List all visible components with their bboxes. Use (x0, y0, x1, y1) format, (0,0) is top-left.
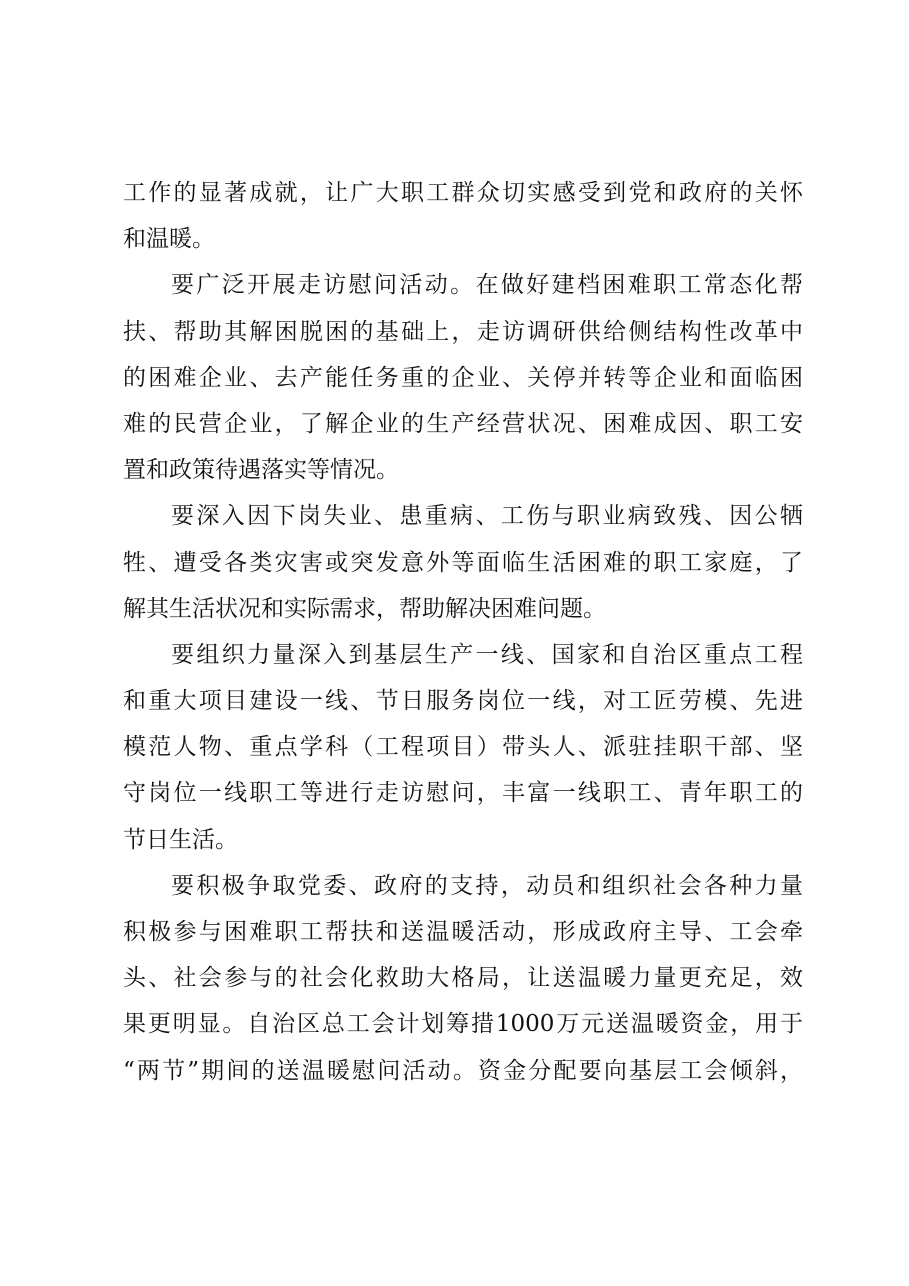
text-line: 扶、帮助其解困脱困的基础上，走访调研供给侧结构性改革中 (123, 318, 803, 345)
paragraph-2 (123, 262, 803, 493)
text-line: 要广泛开展走访慰问活动。在做好建档困难职工常态化帮 (171, 272, 803, 299)
text-line: 工作的显著成就，让广大职工群众切实感受到党和政府的关怀 (123, 180, 803, 206)
paragraph-5 (123, 863, 803, 1094)
text-line: 守岗位一线职工等进行走访慰问，丰富一线职工、青年职工的 (123, 780, 803, 807)
text-line: 节日生活。 (123, 826, 238, 853)
text-line: 和温暖。 (123, 226, 215, 253)
paragraph-3 (123, 493, 803, 632)
text-line: 和重大项目建设一线、节日服务岗位一线，对工匠劳模、先进 (123, 688, 803, 715)
text-line: 置和政策待遇落实等情况。 (123, 457, 399, 484)
text-line: 牲、遭受各类灾害或突发意外等面临生活困难的职工家庭，了 (123, 549, 803, 576)
text-line: 难的民营企业，了解企业的生产经营状况、困难成因、职工安 (123, 410, 803, 437)
text-line: “两节”期间的送温暖慰问活动。资金分配要向基层工会倾斜， (123, 1057, 803, 1084)
text-line: 果更明显。自治区总工会计划筹措1000万元送温暖资金，用于 (123, 1011, 803, 1038)
paragraph-1 (123, 170, 803, 262)
text-line: 要积极争取党委、政府的支持，动员和组织社会各种力量 (171, 872, 803, 899)
text-line: 要深入因下岗失业、患重病、工伤与职业病致残、因公牺 (171, 503, 803, 530)
text-line: 模范人物、重点学科（工程项目）带头人、派驻挂职干部、坚 (123, 734, 803, 761)
document-body (123, 170, 803, 1094)
text-line: 的困难企业、去产能任务重的企业、关停并转等企业和面临困 (123, 364, 803, 391)
text-line: 要组织力量深入到基层生产一线、国家和自治区重点工程 (171, 641, 803, 668)
paragraph-4 (123, 632, 803, 863)
text-line: 头、社会参与的社会化救助大格局，让送温暖力量更充足，效 (123, 965, 803, 992)
text-line: 解其生活状况和实际需求，帮助解决困难问题。 (123, 595, 606, 622)
text-line: 积极参与困难职工帮扶和送温暖活动，形成政府主导、工会牵 (123, 919, 803, 945)
